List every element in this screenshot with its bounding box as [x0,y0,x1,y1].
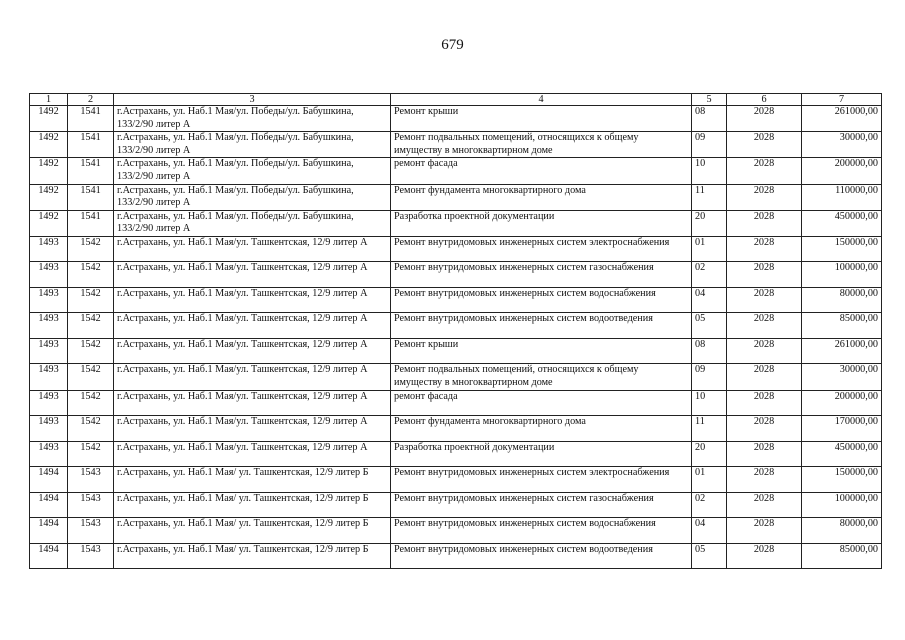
year-cell: 2028 [727,158,802,184]
address-cell: г.Астрахань, ул. Наб.1 Мая/ул. Победы/ул. Бабушкина, 133/2/90 литер А [114,158,391,184]
year-cell: 2028 [727,210,802,236]
year-cell: 2028 [727,236,802,262]
address-cell: г.Астрахань, ул. Наб.1 Мая/ ул. Ташкентская, 12/9 литер Б [114,492,391,518]
row-number-cell: 1492 [30,210,68,236]
work-code-cell: 11 [692,416,727,442]
table-row [30,492,882,518]
work-code-cell: 09 [692,132,727,158]
work-type-cell: Ремонт фундамента многоквартирного дома [391,416,692,442]
work-type-cell: Разработка проектной документации [391,441,692,467]
object-id-cell: 1542 [68,236,114,262]
cost-cell: 150000,00 [802,236,882,262]
work-code-cell: 02 [692,492,727,518]
row-number-cell: 1493 [30,287,68,313]
work-type-cell: Ремонт фундамента многоквартирного дома [391,184,692,210]
table-row [30,313,882,339]
cost-cell: 261000,00 [802,106,882,132]
work-type-cell: Ремонт внутридомовых инженерных систем водоснабжения [391,518,692,544]
work-type-cell: Ремонт внутридомовых инженерных систем электроснабжения [391,467,692,493]
work-code-cell: 10 [692,158,727,184]
table-row [30,441,882,467]
cost-cell: 80000,00 [802,518,882,544]
cost-cell: 200000,00 [802,158,882,184]
year-cell: 2028 [727,492,802,518]
address-cell: г.Астрахань, ул. Наб.1 Мая/ул. Ташкентская, 12/9 литер А [114,364,391,390]
object-id-cell: 1543 [68,518,114,544]
table-row [30,338,882,364]
column-header: 3 [114,94,391,106]
cost-cell: 100000,00 [802,262,882,288]
row-number-cell: 1494 [30,543,68,569]
row-number-cell: 1493 [30,262,68,288]
work-code-cell: 04 [692,287,727,313]
table-row [30,158,882,184]
year-cell: 2028 [727,441,802,467]
work-code-cell: 10 [692,390,727,416]
work-code-cell: 01 [692,236,727,262]
column-header: 2 [68,94,114,106]
cost-cell: 150000,00 [802,467,882,493]
row-number-cell: 1492 [30,158,68,184]
cost-cell: 85000,00 [802,313,882,339]
row-number-cell: 1493 [30,441,68,467]
table-row [30,184,882,210]
year-cell: 2028 [727,543,802,569]
table-row [30,543,882,569]
cost-cell: 200000,00 [802,390,882,416]
table-row [30,262,882,288]
year-cell: 2028 [727,338,802,364]
table-row [30,518,882,544]
year-cell: 2028 [727,364,802,390]
work-code-cell: 05 [692,543,727,569]
year-cell: 2028 [727,518,802,544]
row-number-cell: 1492 [30,132,68,158]
object-id-cell: 1542 [68,287,114,313]
table-row [30,132,882,158]
column-header: 5 [692,94,727,106]
work-type-cell: Ремонт внутридомовых инженерных систем электроснабжения [391,236,692,262]
row-number-cell: 1493 [30,416,68,442]
work-code-cell: 08 [692,338,727,364]
work-code-cell: 11 [692,184,727,210]
year-cell: 2028 [727,467,802,493]
column-header: 7 [802,94,882,106]
page-number: 679 [441,37,464,53]
row-number-cell: 1494 [30,518,68,544]
address-cell: г.Астрахань, ул. Наб.1 Мая/ул. Ташкентская, 12/9 литер А [114,287,391,313]
object-id-cell: 1541 [68,184,114,210]
work-type-cell: Ремонт подвальных помещений, относящихся к общему имуществу в многоквартирном доме [391,364,692,390]
row-number-cell: 1494 [30,467,68,493]
address-cell: г.Астрахань, ул. Наб.1 Мая/ул. Ташкентская, 12/9 литер А [114,262,391,288]
address-cell: г.Астрахань, ул. Наб.1 Мая/ул. Ташкентская, 12/9 литер А [114,390,391,416]
year-cell: 2028 [727,287,802,313]
table-row [30,390,882,416]
column-header: 1 [30,94,68,106]
work-code-cell: 02 [692,262,727,288]
work-type-cell: ремонт фасада [391,390,692,416]
work-code-cell: 20 [692,210,727,236]
cost-cell: 170000,00 [802,416,882,442]
capital-repair-table [29,93,882,569]
work-code-cell: 20 [692,441,727,467]
object-id-cell: 1541 [68,210,114,236]
address-cell: г.Астрахань, ул. Наб.1 Мая/ул. Победы/ул. Бабушкина, 133/2/90 литер А [114,184,391,210]
address-cell: г.Астрахань, ул. Наб.1 Мая/ул. Ташкентская, 12/9 литер А [114,441,391,467]
table-row [30,287,882,313]
object-id-cell: 1542 [68,338,114,364]
year-cell: 2028 [727,132,802,158]
year-cell: 2028 [727,313,802,339]
address-cell: г.Астрахань, ул. Наб.1 Мая/ ул. Ташкентская, 12/9 литер Б [114,543,391,569]
object-id-cell: 1541 [68,132,114,158]
work-code-cell: 05 [692,313,727,339]
object-id-cell: 1543 [68,492,114,518]
object-id-cell: 1542 [68,441,114,467]
object-id-cell: 1542 [68,390,114,416]
table-body [30,106,882,569]
work-type-cell: Разработка проектной документации [391,210,692,236]
row-number-cell: 1494 [30,492,68,518]
work-type-cell: ремонт фасада [391,158,692,184]
row-number-cell: 1493 [30,338,68,364]
year-cell: 2028 [727,416,802,442]
work-type-cell: Ремонт внутридомовых инженерных систем водоотведения [391,543,692,569]
work-type-cell: Ремонт внутридомовых инженерных систем газоснабжения [391,262,692,288]
row-number-cell: 1493 [30,364,68,390]
address-cell: г.Астрахань, ул. Наб.1 Мая/ул. Победы/ул. Бабушкина, 133/2/90 литер А [114,106,391,132]
work-code-cell: 04 [692,518,727,544]
year-cell: 2028 [727,390,802,416]
object-id-cell: 1542 [68,364,114,390]
table-row [30,236,882,262]
address-cell: г.Астрахань, ул. Наб.1 Мая/ ул. Ташкентская, 12/9 литер Б [114,518,391,544]
cost-cell: 261000,00 [802,338,882,364]
row-number-cell: 1493 [30,390,68,416]
object-id-cell: 1542 [68,262,114,288]
year-cell: 2028 [727,184,802,210]
row-number-cell: 1492 [30,106,68,132]
address-cell: г.Астрахань, ул. Наб.1 Мая/ул. Ташкентская, 12/9 литер А [114,338,391,364]
column-number-row [30,94,882,106]
work-type-cell: Ремонт внутридомовых инженерных систем водоснабжения [391,287,692,313]
cost-cell: 30000,00 [802,364,882,390]
year-cell: 2028 [727,262,802,288]
address-cell: г.Астрахань, ул. Наб.1 Мая/ул. Победы/ул. Бабушкина, 133/2/90 литер А [114,210,391,236]
cost-cell: 80000,00 [802,287,882,313]
cost-cell: 450000,00 [802,441,882,467]
table-row [30,416,882,442]
work-code-cell: 01 [692,467,727,493]
table-row [30,467,882,493]
object-id-cell: 1543 [68,467,114,493]
work-code-cell: 09 [692,364,727,390]
table-row [30,364,882,390]
work-type-cell: Ремонт крыши [391,338,692,364]
column-header: 4 [391,94,692,106]
year-cell: 2028 [727,106,802,132]
work-type-cell: Ремонт внутридомовых инженерных систем водоотведения [391,313,692,339]
row-number-cell: 1492 [30,184,68,210]
address-cell: г.Астрахань, ул. Наб.1 Мая/ул. Ташкентская, 12/9 литер А [114,416,391,442]
work-type-cell: Ремонт подвальных помещений, относящихся к общему имуществу в многоквартирном доме [391,132,692,158]
address-cell: г.Астрахань, ул. Наб.1 Мая/ ул. Ташкентская, 12/9 литер Б [114,467,391,493]
row-number-cell: 1493 [30,236,68,262]
object-id-cell: 1542 [68,416,114,442]
cost-cell: 30000,00 [802,132,882,158]
row-number-cell: 1493 [30,313,68,339]
table-row [30,210,882,236]
object-id-cell: 1542 [68,313,114,339]
object-id-cell: 1541 [68,158,114,184]
object-id-cell: 1541 [68,106,114,132]
address-cell: г.Астрахань, ул. Наб.1 Мая/ул. Победы/ул. Бабушкина, 133/2/90 литер А [114,132,391,158]
table-row [30,106,882,132]
cost-cell: 100000,00 [802,492,882,518]
cost-cell: 110000,00 [802,184,882,210]
work-type-cell: Ремонт крыши [391,106,692,132]
work-code-cell: 08 [692,106,727,132]
cost-cell: 450000,00 [802,210,882,236]
object-id-cell: 1543 [68,543,114,569]
address-cell: г.Астрахань, ул. Наб.1 Мая/ул. Ташкентская, 12/9 литер А [114,236,391,262]
work-type-cell: Ремонт внутридомовых инженерных систем газоснабжения [391,492,692,518]
column-header: 6 [727,94,802,106]
cost-cell: 85000,00 [802,543,882,569]
address-cell: г.Астрахань, ул. Наб.1 Мая/ул. Ташкентская, 12/9 литер А [114,313,391,339]
